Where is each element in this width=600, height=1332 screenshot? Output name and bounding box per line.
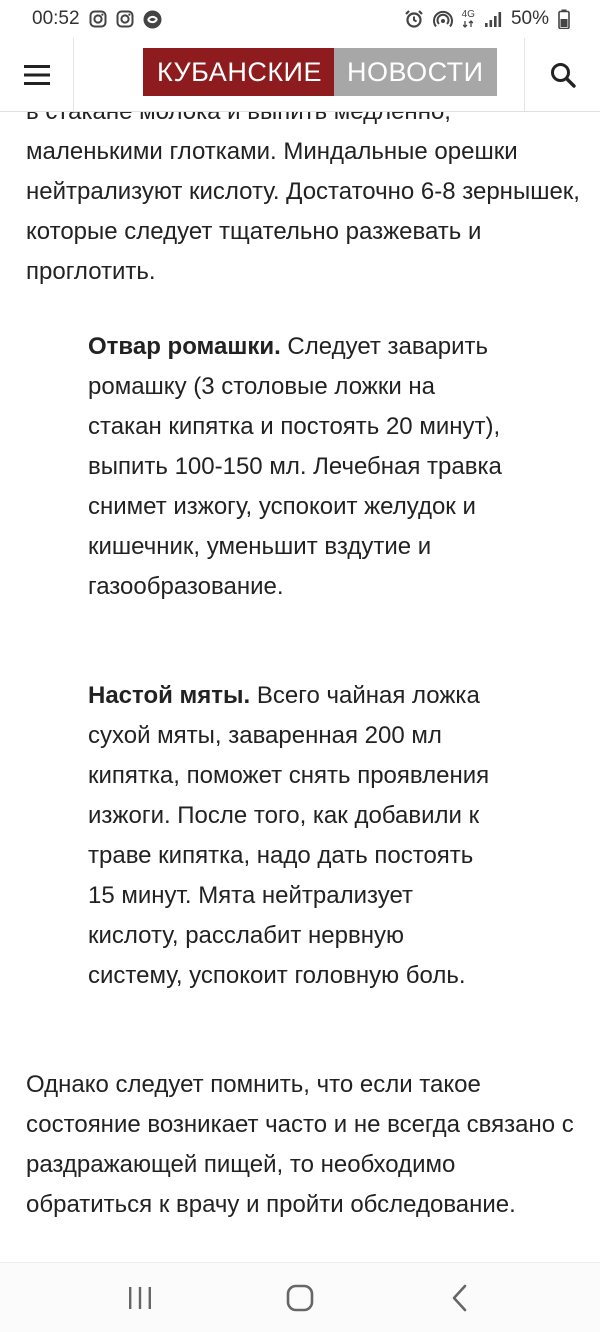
instagram-icon [89, 10, 107, 28]
logo-text-kubanskie: КУБАНСКИЕ [143, 48, 334, 96]
mint-text: Всего чайная ложка сухой мяты, заваренная 200 мл кипятка, поможет снять проявления изжоги. После того, как добавили к траве кипятка, надо дать постоять 15 минут. Мята нейтрализует кислоту, расслабит нервную систему, успокоит головную боль. [88, 682, 490, 989]
paragraph-outro: Однако следует помнить, что если такое состояние возникает часто и не всегда связано с раздражающей пищей, то необходимо обратиться к врачу и пройти обследование. [26, 1071, 574, 1218]
app-notification-icon [143, 10, 162, 29]
chamomile-text: Следует заварить ромашку (3 столовые ложки на стакан кипятка и постоять 20 минут), выпить 100-150 мл. Лечебная травка снимет изжогу, успокоит желудок и кишечник, уменьшит вздутие и газообразование. [88, 333, 502, 600]
search-button[interactable] [524, 38, 600, 111]
status-left [32, 8, 162, 30]
hamburger-icon [24, 65, 50, 85]
paragraph-mint [88, 676, 498, 996]
search-icon [550, 62, 576, 88]
status-bar [0, 0, 600, 38]
alarm-icon [404, 9, 424, 29]
paragraph-intro [26, 92, 586, 292]
logo-text-novosti: НОВОСТИ [334, 48, 497, 96]
status-right [404, 8, 570, 30]
hotspot-icon [433, 9, 453, 29]
network-type: 4G [462, 10, 475, 28]
android-nav-bar [0, 1262, 600, 1332]
status-time: 00:52 [32, 8, 80, 29]
recent-apps-icon [127, 1286, 153, 1310]
paragraph-intro-text: маленькими глотками. Миндальные орешки нейтрализуют кислоту. Достаточно 6-8 зернышек, которые следует тщательно разжевать и проглотить. [26, 138, 580, 285]
home-button[interactable] [270, 1273, 330, 1323]
back-icon [450, 1284, 470, 1312]
back-button[interactable] [430, 1273, 490, 1323]
battery-icon [558, 9, 570, 29]
home-icon [286, 1284, 314, 1312]
instagram-icon-2 [116, 10, 134, 28]
site-logo[interactable] [143, 48, 497, 96]
signal-icon [484, 10, 502, 28]
chamomile-heading: Отвар ромашки. [88, 333, 281, 360]
paragraph-chamomile [88, 327, 508, 607]
site-header [0, 38, 600, 112]
mint-heading: Настой мяты. [88, 682, 251, 709]
menu-button[interactable] [0, 38, 74, 111]
battery-percent: 50% [510, 8, 549, 29]
recent-apps-button[interactable] [110, 1273, 170, 1323]
